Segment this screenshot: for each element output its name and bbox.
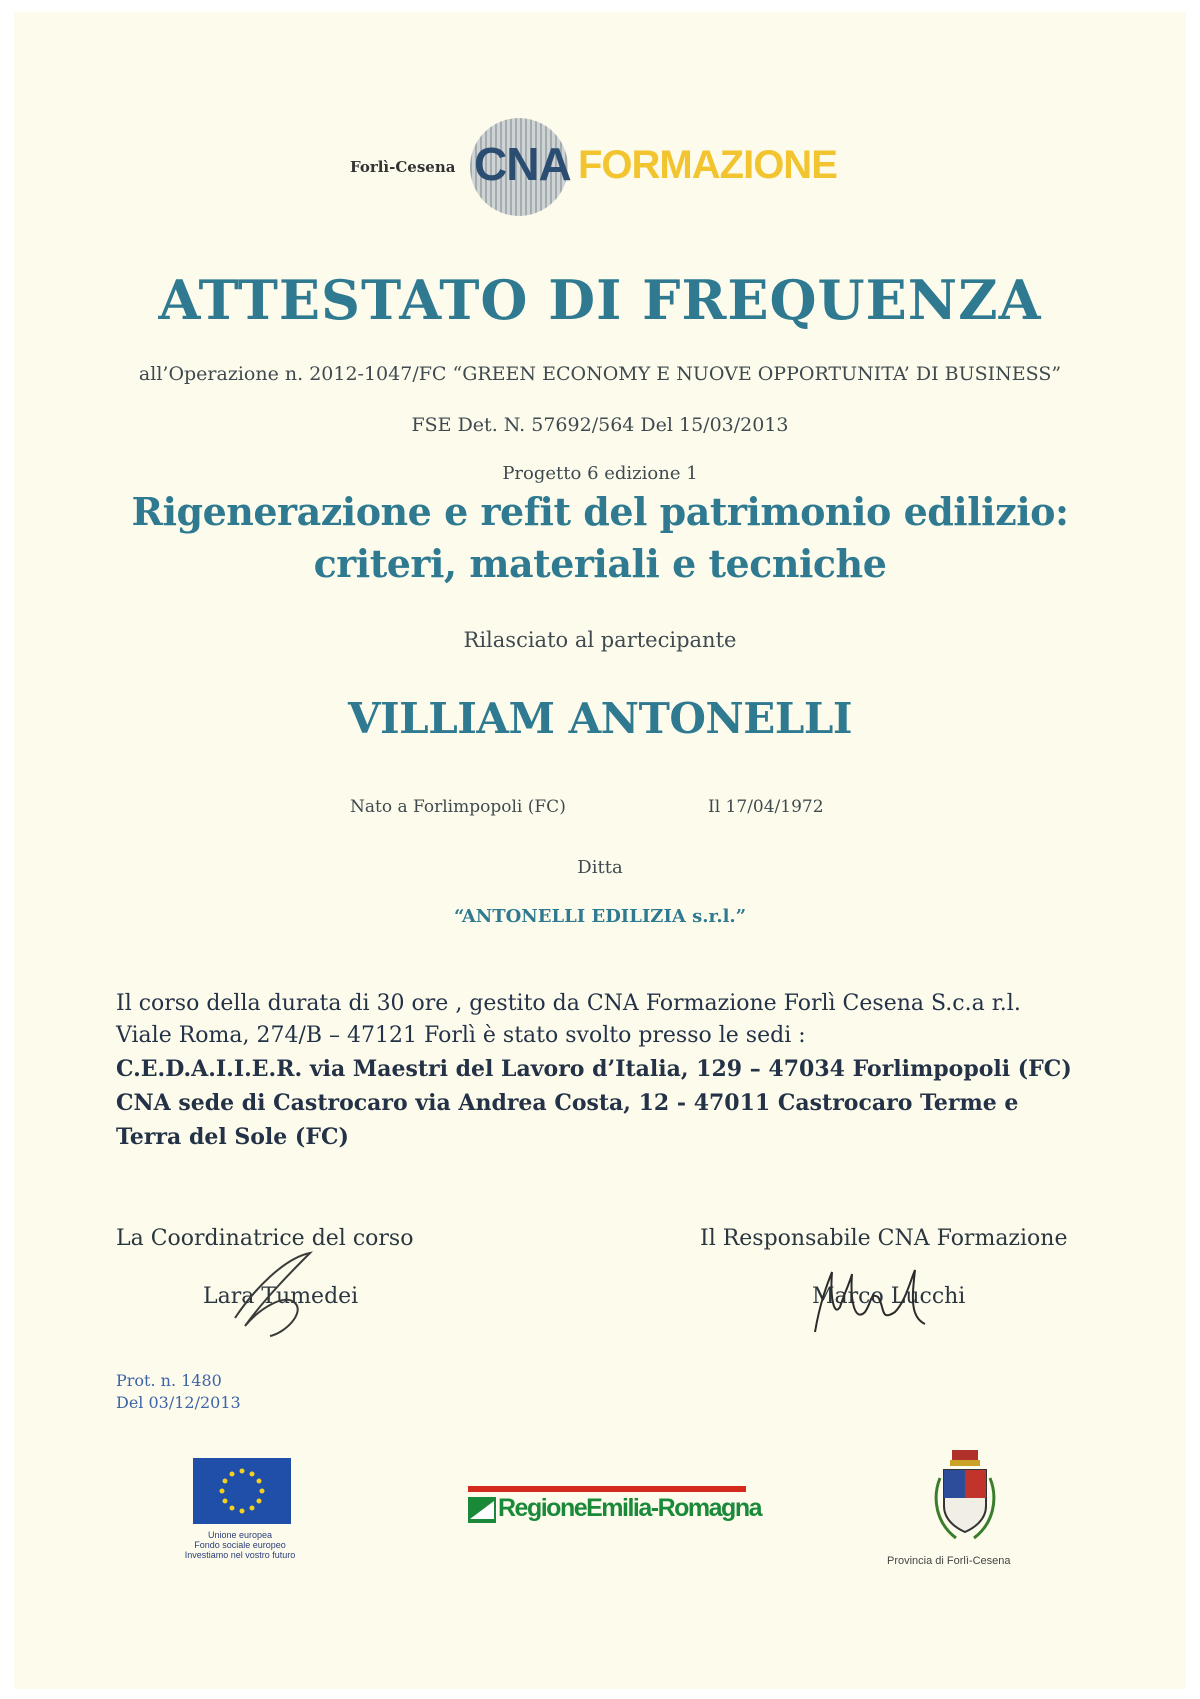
- location-2: CNA sede di Castrocaro via Andrea Costa, 12 - 47011 Castrocaro Terme e: [116, 1090, 1019, 1116]
- protocol: [116, 1370, 241, 1414]
- released-to-label: Rilasciato al partecipante: [463, 628, 737, 652]
- province-caption: Provincia di Forlì-Cesena: [887, 1555, 1011, 1567]
- eu-caption-line1: Unione europea: [207, 1530, 273, 1540]
- eu-caption: [160, 1530, 320, 1560]
- eu-caption-line3: Investiamo nel vostro futuro: [184, 1550, 296, 1560]
- eu-caption-line2: Fondo sociale europeo: [194, 1540, 286, 1550]
- protocol-date: Del 03/12/2013: [116, 1393, 241, 1412]
- right-signatory-title: Il Responsabile CNA Formazione: [700, 1226, 1068, 1251]
- region-logo-icon: [468, 1497, 496, 1523]
- logo-formazione: FORMAZIONE: [578, 143, 837, 187]
- company-name: “ANTONELLI EDILIZIA s.r.l.”: [453, 906, 747, 927]
- project-line: Progetto 6 edizione 1: [502, 463, 698, 484]
- course-title: [0, 486, 1200, 590]
- protocol-number: Prot. n. 1480: [116, 1371, 222, 1390]
- right-signatory-name: Marco Lucchi: [812, 1284, 966, 1309]
- certificate-sheet: [14, 12, 1186, 1689]
- logo-cna: CNA: [474, 138, 571, 190]
- course-description-line2: Viale Roma, 274/B – 47121 Forlì è stato svolto presso le sedi :: [116, 1023, 806, 1048]
- operation-line: all’Operazione n. 2012-1047/FC “GREEN ECONOMY E NUOVE OPPORTUNITA’ DI BUSINESS”: [138, 363, 1062, 385]
- logo-city: Forlì-Cesena: [350, 158, 456, 176]
- course-title-line2: criteri, materiali e tecniche: [313, 541, 887, 586]
- fse-line: FSE Det. N. 57692/564 Del 15/03/2013: [411, 414, 789, 436]
- right-signature-scribble: [810, 1262, 960, 1342]
- region-red-bar: [468, 1486, 746, 1492]
- location-2-cont: Terra del Sole (FC): [116, 1124, 349, 1150]
- course-description: [116, 988, 1096, 1052]
- certificate-title: ATTESTATO DI FREQUENZA: [158, 268, 1042, 332]
- eu-flag-icon: [193, 1458, 291, 1524]
- course-locations: [116, 1052, 1116, 1154]
- birth-date: Il 17/04/1972: [708, 797, 824, 817]
- participant-name: VILLIAM ANTONELLI: [347, 694, 853, 743]
- left-signatory-title: La Coordinatrice del corso: [116, 1226, 414, 1251]
- left-signatory-name: Lara Tumedei: [203, 1284, 359, 1309]
- left-signature-scribble: [215, 1248, 335, 1340]
- ditta-label: Ditta: [577, 857, 623, 878]
- province-coat-of-arms-icon: [930, 1448, 1000, 1548]
- birth-place: Nato a Forlimpopoli (FC): [350, 797, 566, 817]
- location-1: C.E.D.A.I.I.E.R. via Maestri del Lavoro d’Italia, 129 – 47034 Forlimpopoli (FC): [116, 1056, 1072, 1082]
- region-logo-text: RegioneEmilia-Romagna: [498, 1494, 761, 1522]
- course-title-line1: Rigenerazione e refit del patrimonio edilizio:: [131, 489, 1069, 534]
- course-description-line1: Il corso della durata di 30 ore , gestito da CNA Formazione Forlì Cesena S.c.a r.l.: [116, 991, 1021, 1016]
